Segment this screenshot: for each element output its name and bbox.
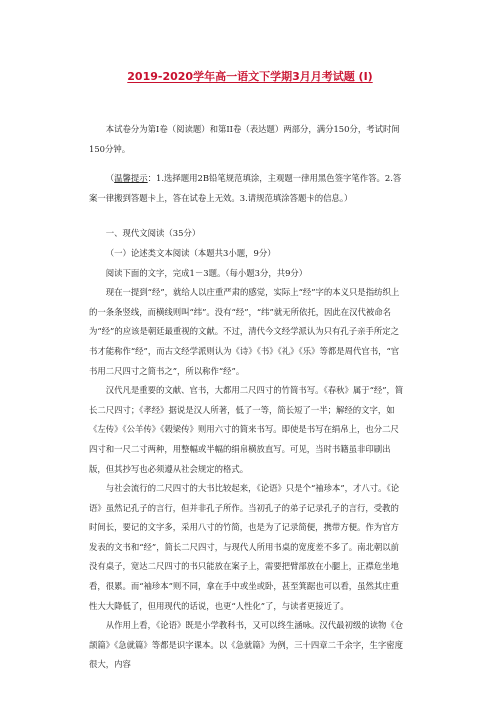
paragraph: 现在一提到“经”，就给人以庄重严肃的感觉，实际上“经”字的本义只是指纺织上的一条条竖线，而横线则叫“纬”。没有“经”，“纬”就无所依托，因此在汉代被命名为“经”的应该是朝廷最重视的文献。不过，清代今文经学派认为只有孔子亲手所定之书才能称作“经”，而古文经学派则认为《诗》《书》《礼》《乐》等都是周代官书，“官书用二尺四寸之简书之”，所以称作“经”。 bbox=[89, 287, 400, 376]
paragraph: 与社会流行的二尺四寸的大书比较起来，《论语》只是个“袖珍本”，才八寸。《论语》虽然记孔子的言行，但并非孔子所作。当初孔子的弟子记录孔子的言行，受教的时间长，要记的文字多，采用八寸的竹简，也是为了记录简便，携带方便。作为官方发表的文书和“经”，简长二尺四寸，与现代人所用书桌的宽度差不多了。南北朝以前没有桌子，宽达二尺四寸的书只能放在案子上，需要把臂部放在小腿上，正襟危坐地看，很累。而“袖珍本”则不同，拿在手中或坐或卧，甚至箕踞也可以看，虽然其庄重性大大降低了，但用现代的话说，也更“人性化”了，与读者更接近了。 bbox=[89, 483, 400, 611]
document-body bbox=[89, 120, 407, 675]
paragraph: 从作用上看，《论语》既是小学教科书，又可以终生涵咏。汉代最初级的读物《仓颉篇》《急就篇》等都是识字课本。以《急就篇》为例，三十四章二千余字，生字密度很大，内容 bbox=[89, 620, 404, 670]
note-open: （ bbox=[105, 173, 115, 184]
note-label: 温馨提示 bbox=[114, 173, 148, 184]
instruction: 阅读下面的文字，完成1－3题。（每小题3分，共9分） bbox=[105, 267, 308, 278]
note-text: ：1.选择题用2B铅笔规范填涂，主观题一律用黑色签字笔作答。2.答案一律搬到答题卡上，答在试卷上无效。3.请规范填涂答题卡的信息。） bbox=[89, 173, 402, 203]
paragraph: 汉代凡是重要的文献、官书，大都用二尺四寸的竹简书写。《春秋》属于“经”，简长二尺四寸；《孝经》据说是汉人所著，低了一等，简长短了一半；解经的文字，如《左传》《公羊传》《榖梁传》则用六寸的简来书写。即使是书写在绢帛上，也分二尺四寸和一尺二寸两种，用整幅或半幅的绢帛横放直写。可见，当时书籍虽非印刷出版，但其抄写也必须遵从社会规定的格式。 bbox=[89, 385, 404, 474]
exam-intro: 本试卷分为第I卷（阅读题）和第II卷（表达题）两部分，满分150分，考试时间150分钟。 bbox=[89, 124, 400, 154]
subsection-heading: （一）论述类文本阅读（本题共3小题，9分） bbox=[105, 247, 276, 258]
document-title: 2019-2020学年高一语文下学期3月月考试题 (I) bbox=[127, 70, 373, 83]
exam-note bbox=[89, 169, 407, 208]
section-heading: 一、现代文阅读（35分） bbox=[105, 228, 201, 239]
